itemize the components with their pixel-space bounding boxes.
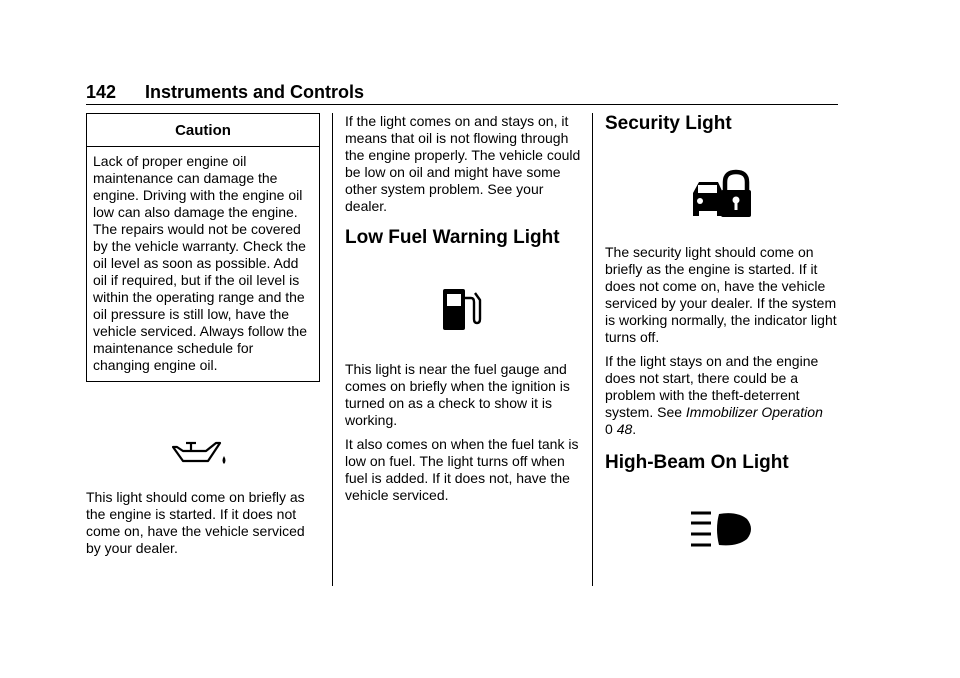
car-lock-icon xyxy=(605,169,839,217)
high-beam-icon xyxy=(605,510,839,550)
caution-box xyxy=(86,113,320,382)
column-divider xyxy=(592,113,593,586)
oil-flow-paragraph: If the light comes on and stays on, it means that oil is not flowing through the engine properly. The vehicle could be low on oil and might have some other system problem. See your dealer. xyxy=(345,113,581,214)
page-number: 142 xyxy=(86,82,117,102)
column-divider xyxy=(332,113,333,586)
column-2 xyxy=(345,113,581,511)
security-paragraph-2-text: If the light stays on and the engine does not start, there could be a problem with the theft-deterrent system. See xyxy=(605,353,819,420)
caution-title: Caution xyxy=(87,114,319,147)
security-paragraph-2 xyxy=(605,353,839,438)
page-ref-symbol: 0 xyxy=(605,421,613,437)
security-paragraph-1: The security light should come on briefly as the engine is started. If it does not come on, have the vehicle serviced by your dealer. If the system is working normally, the indicator light turns off. xyxy=(605,244,837,345)
security-paragraph-2-end: . xyxy=(632,421,637,437)
column-3 xyxy=(605,113,839,550)
section-title: Instruments and Controls xyxy=(145,82,365,102)
oil-pressure-icon xyxy=(86,440,320,470)
oil-light-paragraph: This light should come on briefly as the engine is started. If it does not come on, have the vehicle serviced by your dealer. xyxy=(86,489,305,556)
immobilizer-link[interactable]: Immobilizer Operation xyxy=(685,404,823,420)
caution-text: Lack of proper engine oil maintenance can damage the engine. Driving with the engine oil low can also damage the engine. The repairs would not be covered by the vehicle warranty. Check the oil level as soon as possible. Add oil if required, but if the oil level is within the operating range and the oil pressure is still low, have the vehicle serviced. Always follow the maintenance schedule for changing engine oil. xyxy=(93,153,307,373)
low-fuel-heading: Low Fuel Warning Light xyxy=(345,227,560,248)
fuel-pump-icon xyxy=(345,287,581,333)
fuel-paragraph-1: This light is near the fuel gauge and comes on briefly when the ignition is turned on as a check to show it is working. xyxy=(345,361,570,428)
page-ref-number[interactable]: 48 xyxy=(616,421,633,437)
fuel-paragraph-2: It also comes on when the fuel tank is low on fuel. The light turns off when fuel is added. If it does not, have the vehicle serviced. xyxy=(345,436,579,503)
security-heading: Security Light xyxy=(605,113,732,134)
high-beam-heading: High-Beam On Light xyxy=(605,452,789,473)
page-header xyxy=(86,82,838,105)
column-1 xyxy=(86,113,320,564)
